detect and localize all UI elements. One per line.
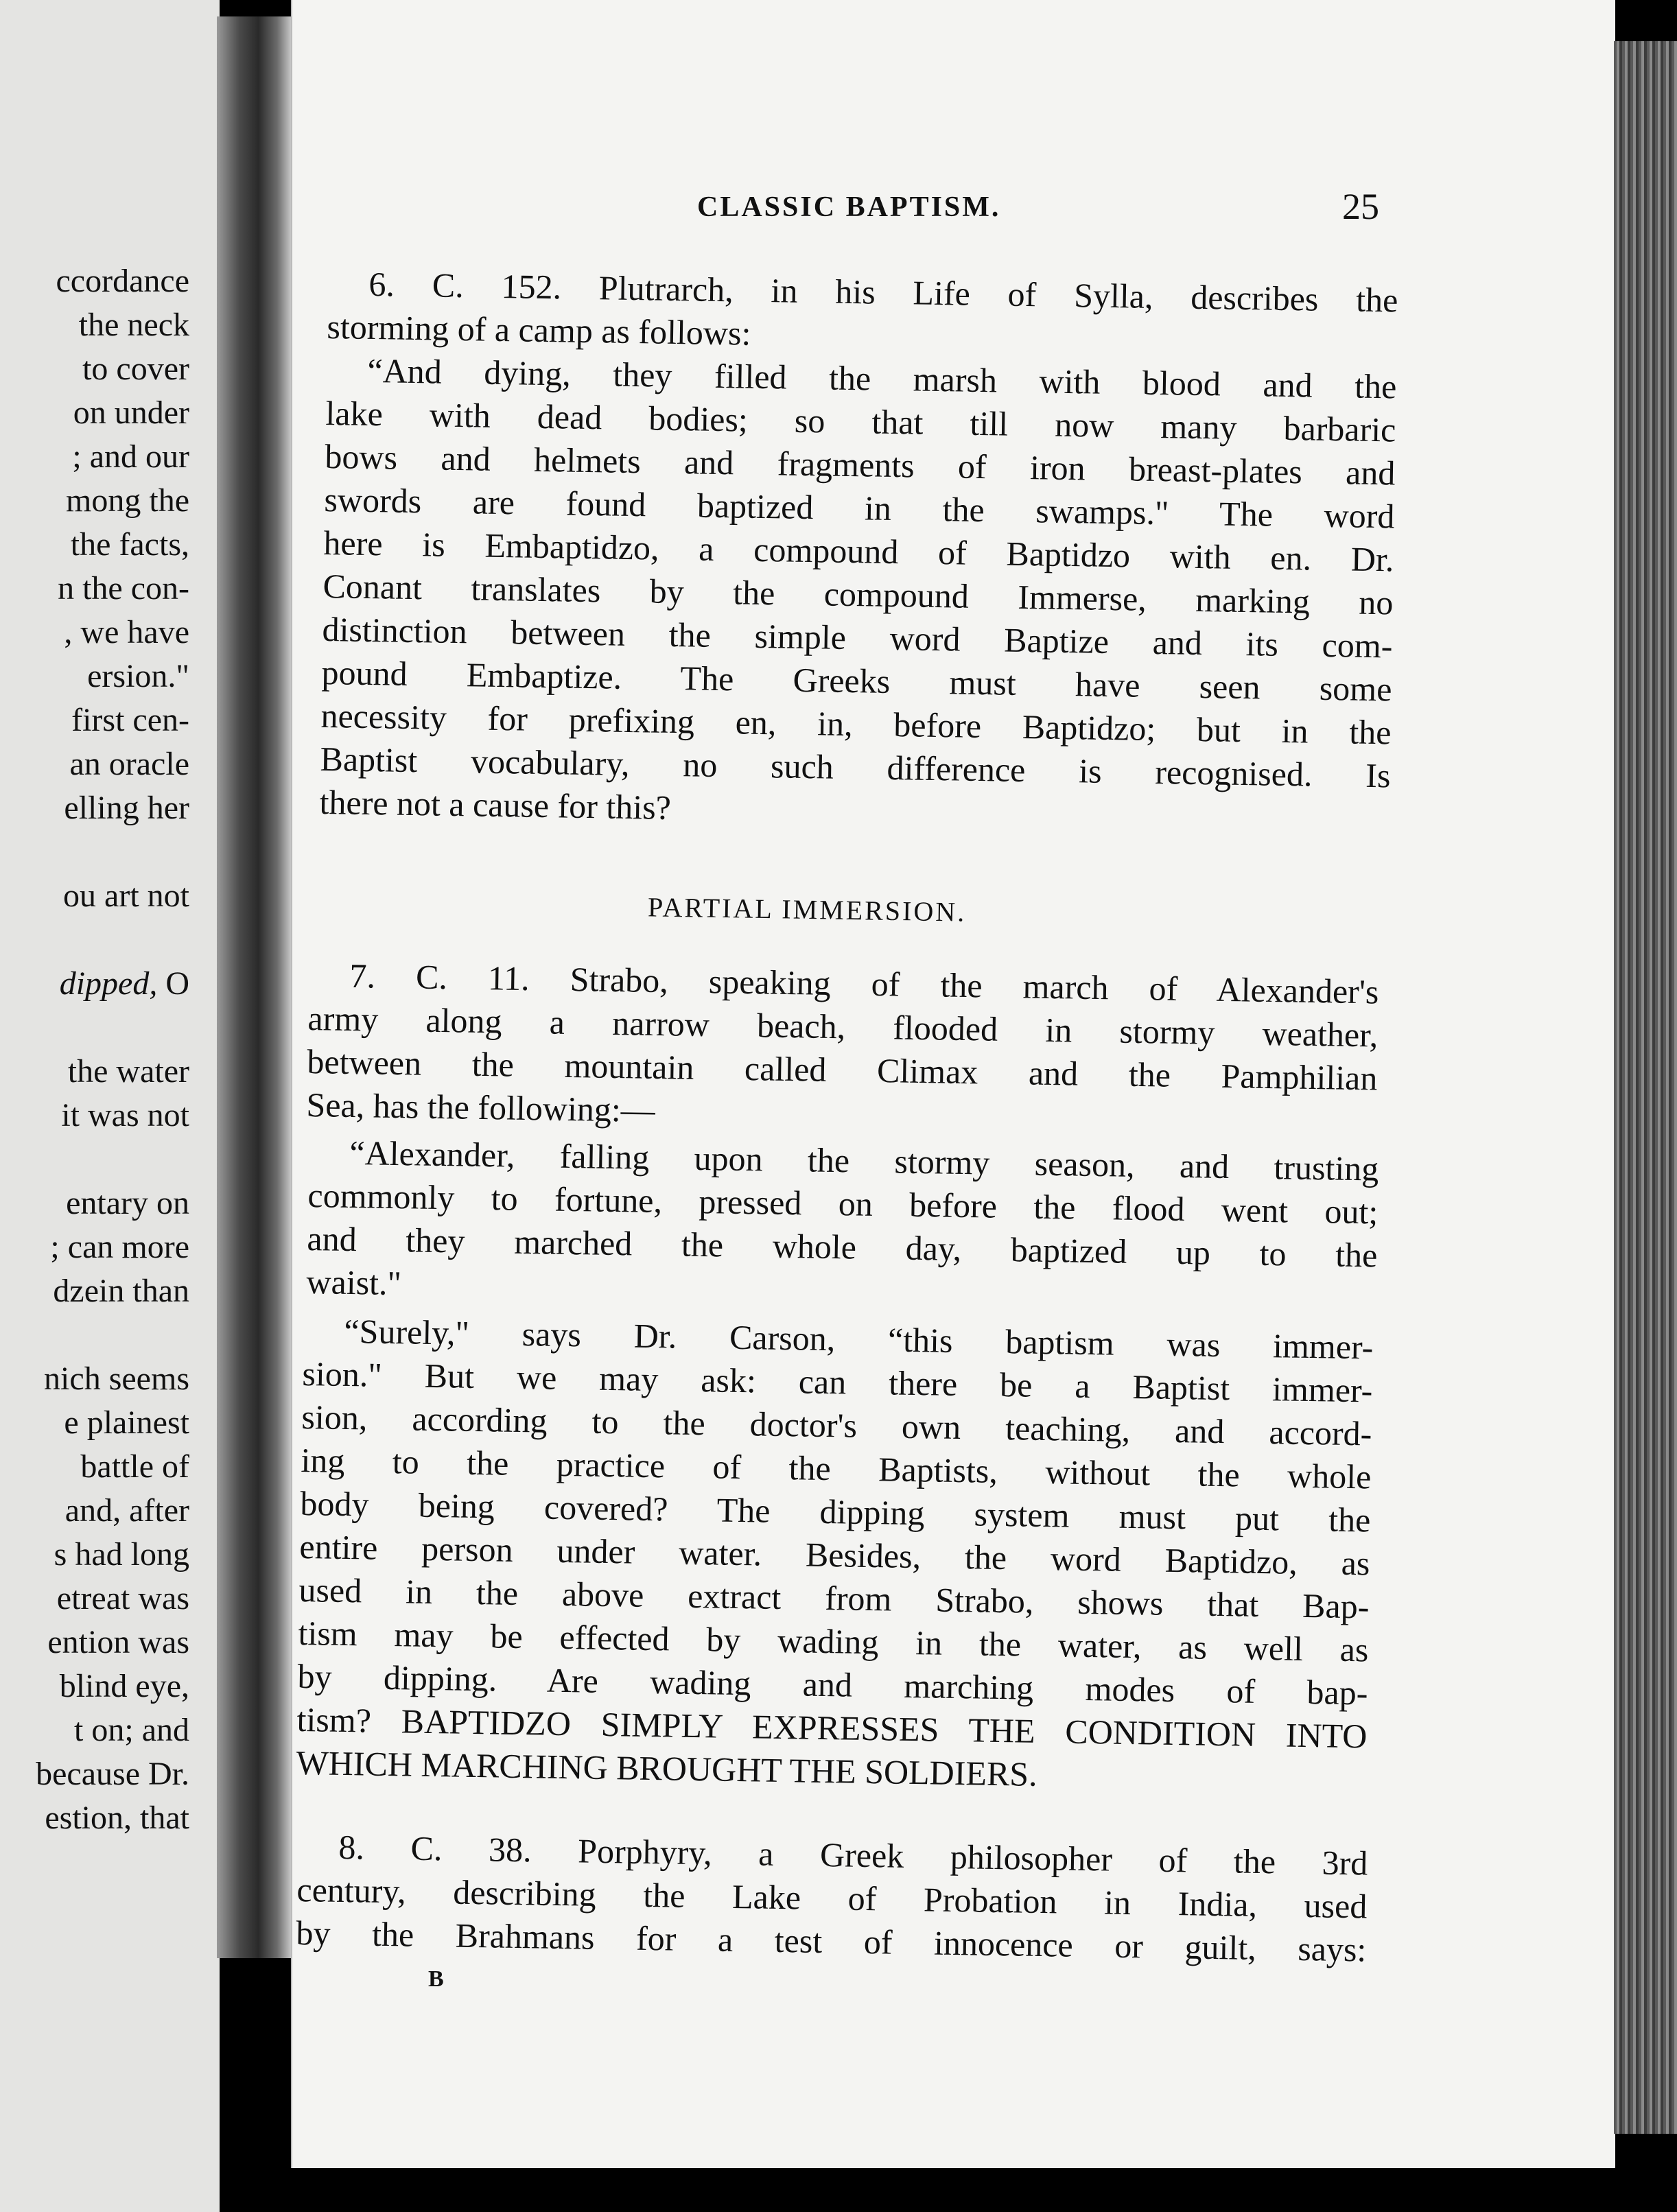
left-page-line: blind eye, [59,1668,189,1704]
text-line: 6. C. 152. Plutrarch, in his Life of Sylla, describes the [368,264,1398,320]
text-line: used in the above extract from Strabo, shows that Bap- [298,1570,1370,1626]
page-header [292,186,1615,232]
text-line: tism may be effected by wading in the water, as well as [298,1613,1369,1669]
left-page-text [36,259,189,1840]
text-line: tism? BAPTIDZO SIMPLY EXPRESSES THE CONDITION INTO [296,1699,1368,1756]
left-page-line: ; and our [72,438,189,475]
text-line: “Alexander, falling upon the stormy season, and trusting [349,1133,1379,1188]
text-line: WHICH MARCHING BROUGHT THE SOLDIERS. [296,1743,1038,1793]
text-line: 7. C. 11. Strabo, speaking of the march of Alexander's [349,956,1379,1011]
left-page-line: on under [73,395,189,431]
left-page-line: ; can more [50,1229,189,1265]
left-page-line [36,1313,189,1357]
left-page-line: mong the [66,482,189,519]
left-page-line: the facts, [70,526,189,563]
left-page-line: and, after [64,1492,189,1529]
main-page [291,0,1615,2168]
text-line: ing to the practice of the Baptists, without the whole [301,1440,1372,1496]
text-line: sion, according to the doctor's own teaching, and accord- [301,1397,1372,1453]
left-page-line: because Dr. [36,1756,189,1792]
text-line: distinction between the simple word Baptize and its com- [322,609,1393,666]
left-page-line: ention was [47,1624,189,1660]
left-page-line: etreat was [56,1580,189,1616]
paragraph-7 [306,954,1379,1143]
left-page-line: the water [67,1053,189,1090]
text-line: Baptist vocabulary, no such difference is recognised. Is [320,739,1391,795]
text-line: by the Brahmans for a test of innocence or guilt, says: [296,1913,1367,1969]
text-line: “Surely," says Dr. Carson, “this baptism was immer- [344,1311,1374,1367]
left-page-line: n the con- [58,570,189,607]
section-heading: PARTIAL IMMERSION. [647,891,967,928]
left-page-line: battle of [80,1448,189,1485]
text-line: “And dying, they filled the marsh with blood and the [367,351,1397,406]
signature-mark: B [428,1966,444,1992]
book-gutter [217,16,292,1958]
left-page-line [36,830,189,874]
left-page-line: ou art not [63,878,189,914]
page-number: 25 [1342,186,1379,227]
text-line: storming of a camp as follows: [327,307,751,353]
paragraph-7-quote [306,1131,1379,1320]
left-facing-page [0,0,220,2212]
left-page-line: ccordance [56,263,189,299]
text-line: commonly to fortune, pressed on before the flood went out; [307,1175,1379,1232]
text-line: entire person under water. Besides, the word Baptidzo, as [299,1527,1370,1583]
text-line: bows and helmets and fragments of iron breast-plates and [325,436,1396,493]
left-page-line [36,918,189,962]
left-page-line: it was not [61,1097,189,1133]
left-page-line: elling her [64,790,189,826]
paragraph-6 [319,262,1398,840]
text-line: swords are found baptized in the swamps." The word [324,480,1395,536]
text-line: waist." [306,1262,402,1303]
text-line: necessity for prefixing en, in, before Baptidzo; but in the [320,696,1392,752]
text-line: century, describing the Lake of Probation in India, used [296,1870,1368,1926]
text-line: lake with dead bodies; so that till now many barbaric [325,393,1396,449]
left-page-line: an oracle [69,746,189,782]
left-page-line: s had long [54,1536,189,1573]
page-edges [1614,41,1677,2134]
text-line: pound Embaptize. The Greeks must have seen some [321,652,1392,709]
left-page-line: estion, that [45,1800,189,1836]
left-page-line: ersion." [87,658,189,694]
left-page-line [36,1006,189,1050]
text-line: body being covered? The dipping system must put the [300,1483,1371,1540]
text-line: between the mountain called Climax and the Pamphilian [307,1042,1378,1098]
left-page-line: e plainest [64,1404,189,1441]
left-page-line: t on; and [74,1712,189,1748]
paragraph-8 [296,1825,1368,1971]
scan-border [291,2168,1677,2212]
paragraph-carson [296,1309,1374,1801]
text-line: Conant translates by the compound Immerse, marking no [322,566,1394,622]
left-page-line: to cover [82,351,189,387]
left-page-line: dipped, O [59,965,189,1002]
text-line: 8. C. 38. Porphyry, a Greek philosopher of the 3rd [338,1827,1368,1883]
text-line: army along a narrow beach, flooded in stormy weather, [307,998,1379,1055]
left-page-line: dzein than [53,1273,189,1309]
text-line: here is Embaptidzo, a compound of Baptidzo with en. Dr. [323,523,1394,579]
left-page-line: the neck [78,307,189,343]
running-head: CLASSIC BAPTISM. [697,191,1001,223]
left-page-line: entary on [66,1185,189,1221]
left-page-line: , we have [64,614,189,650]
text-line: sion." But we may ask: can there be a Baptist immer- [302,1354,1373,1410]
text-line: Sea, has the following:— [306,1085,656,1129]
text-line: there not a cause for this? [319,782,672,827]
left-page-line: first cen- [71,702,189,738]
text-line: and they marched the whole day, baptized up to the [307,1219,1378,1275]
left-page-line: nich seems [44,1361,189,1397]
text-line: by dipping. Are wading and marching modes of bap- [297,1656,1368,1713]
left-page-line [36,1138,189,1181]
